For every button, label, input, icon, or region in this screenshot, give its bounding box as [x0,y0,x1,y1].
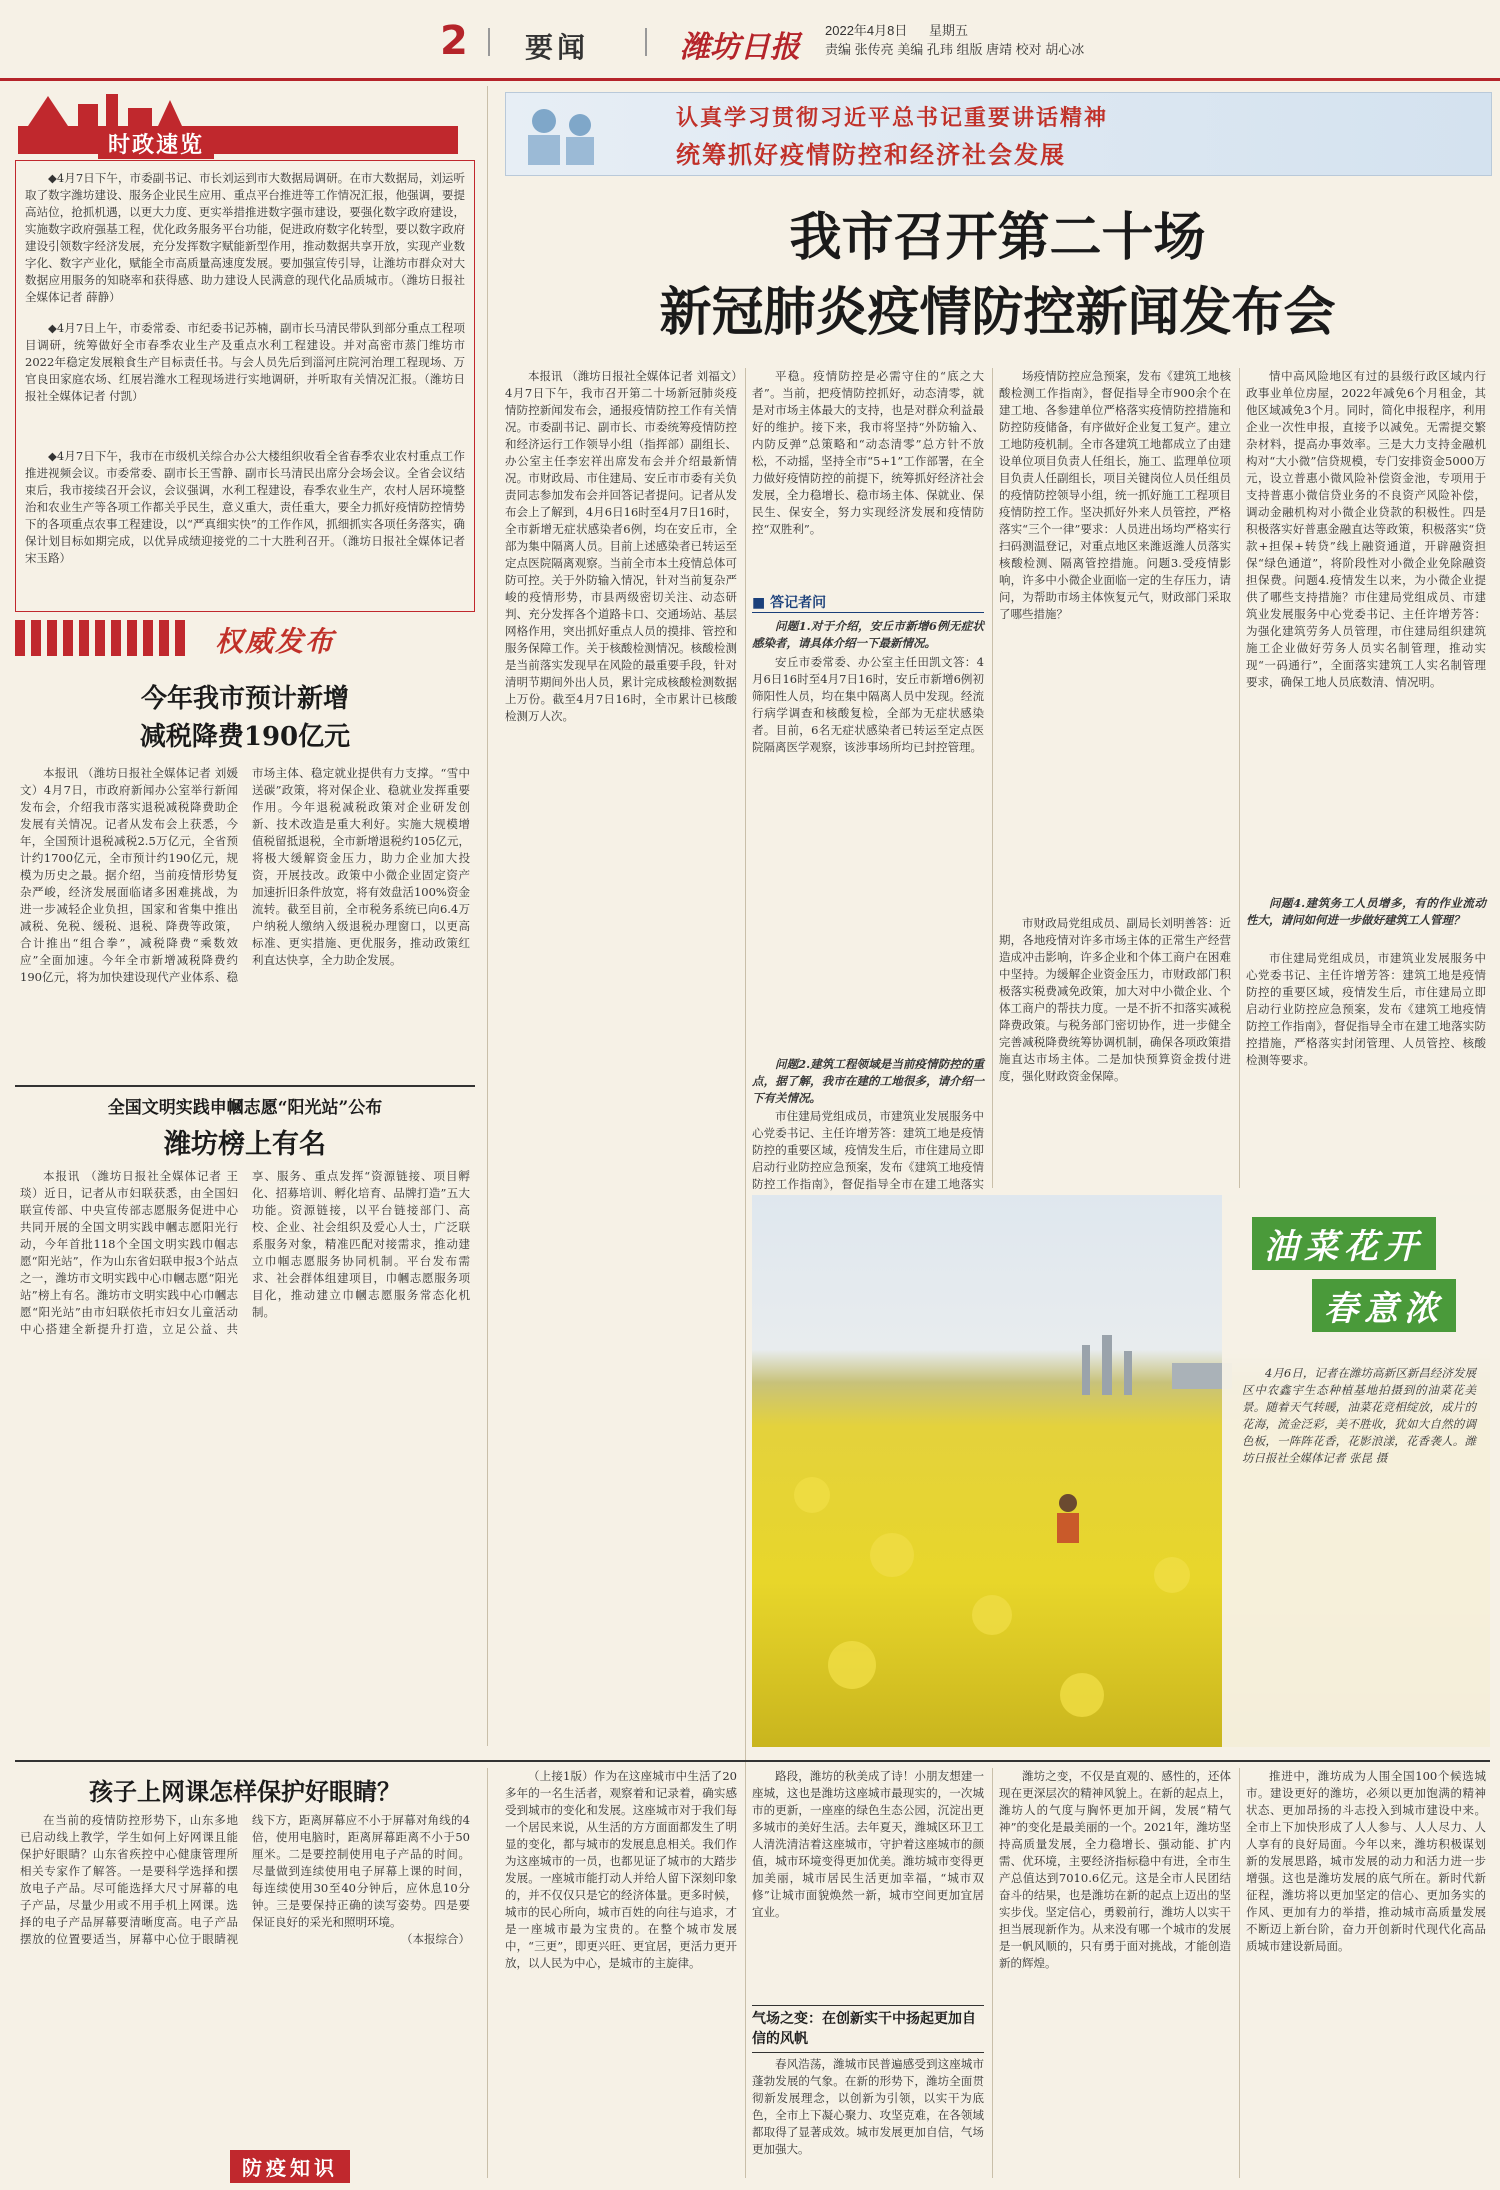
banner-line-2: 统筹抓好疫情防控和经济社会发展 [676,140,1066,169]
theme-banner [505,92,1492,176]
banner-line-1: 认真学习贯彻习近平总书记重要讲话精神 [676,105,1109,131]
qa-answer-4-placeholder: 市住建局党组成员，市建筑业发展服务中心党委书记、主任许增芳答：建筑工地是疫情防控的重要区域，疫情发生后，市住建局立即启动行业防控应急预案，发布《建筑工地疫情防控工作指南》，督促指导全市在建工地落实防控措施，严格落实封闭管理、人员管控、核酸检测等要求。 [1246,951,1486,1067]
quanwei-banner [15,620,475,660]
page-header [0,0,1500,81]
eye-care-headline: 孩子上网课怎样保护好眼睛？ [89,1777,401,1806]
qa-answer-1: 安丘市委常委、办公室主任田凯文答：4月6日16时至4月7日16时，安丘市新增6例初筛阳性人员，均在集中隔离人员中发现。经流行病学调查和核酸复检，全部为无症状感染者。目前，6名无症状感染者已转运至定点医院隔离医学观察，该涉事场所均已封控管理。 [752,655,984,754]
column-divider [992,368,993,1188]
qixiang-title: 气场之变：在创新实干中扬起更加自信的风帆 [752,2005,984,2053]
qa-answer-3: 市财政局党组成员、副局长刘明善答：近期，各地疫情对许多市场主体的正常生产经营造成冲击影响，许多企业和个体工商户在困难中坚持。为缓解企业资金压力，市财政部门积极落实税费减免政策，加大对中小微企业、个体工商户的帮扶力度。一是不折不扣落实减税降费政策。与税务部门密切协作，进一步健全完善减税降费统筹协调机制，确保各项政策措施直达市场主体。二是加快预算资金拨付进度，强化财政资金保障。 [999,916,1231,1083]
shizheng-item-3: ◆4月7日下午，我市在市级机关综合办公大楼组织收看全省春季农业农村重点工作推进视频会议。市委常委、副市长王雪静、副市长马清民出席分会场会议。全省会议结束后，我市接续召开会议，会议强调，水利工程建设，春季农业生产，农村人居环境整治和农业生产等各项工作都关乎民生，意义重大，责任重大，要全力抓好疫情防控情势下的各项重点农事工程建设，以“严真细实快”的工作作风，抓细抓实各项任务落实，确保计划目标如期完成，以优异成绩迎接党的二十大胜利召开。（潍坊日报社全媒体记者 宋玉路） [25,449,465,565]
editors-line: 责编 张传亮 美编 孔玮 组版 唐靖 校对 胡心冰 [825,42,1085,57]
quanwei-stripe [15,620,185,656]
shizheng-title: 时政速览 [98,128,214,159]
rapeseed-photo [752,1195,1490,1747]
main-story-col-2: 平稳。疫情防控是必需守住的“底之大者”。当前，把疫情防控抓好，动态清零，就是对市场主体最大的支持，也是对群众利益最好的维护。接下来，我市将坚持“外防输入、内防反弹”总策略和“动态清零”总方针不放松，不动摇，坚持全市“5+1”工作部署，在全力做好疫情防控的前提下，统筹抓好经济社会发展，全力稳增长、稳市场主体、保就业、保民生、保安全，努力实现经济发展和疫情防控“双胜利”。 [752,369,984,536]
main-story-col-3: 场疫情防控应急预案，发布《建筑工地核酸检测工作指南》，督促指导全市900余个在建工地、各参建单位严格落实疫情防控措施和防控防疫储备，有序做好企业复工复产。建立工地防疫机制。全市各建筑工地都成立了由建设单位项目负责人任组长，施工、监理单位项目负责人任副组长，项目关键岗位人员任组员的疫情防控领导小组，统一抓好施工工程项目疫情防控工作。坚决抓好外来人员管控，严格落实“三个一律”要求：人员进出场均严格实行扫码测温登记，对重点地区来潍返潍人员落实核酸检测、隔离管控措施。问题3.受疫情影响，许多中小微企业面临一定的生存压力，请问，为帮助市场主体恢复元气，财政部门采取了哪些措施？ [999,369,1231,621]
article-col-2: 路段，潍坊的秋美成了诗！小朋友想建一座城，这也是潍坊这座城市最现实的，一次城市的更新，一座座的绿色生态公园，沉淀出更多城市的美好生活。去年夏天，潍城区环卫工人清洗清洁着这座城市，守护着这座城市的颜值，城市环境变得更加优美。潍坊城市变得更加美丽，城市居民生活更加幸福，“城市双修”让城市面貌焕然一新，城市空间更加宜居宜业。 [752,1769,984,1919]
eye-care-body: 在当前的疫情防控形势下，山东多地已启动线上教学，学生如何上好网课且能保护好眼睛？山东省疾控中心健康管理所相关专家作了解答。一是要科学选择和摆放电子产品。尽可能选择大尺寸屏幕的电子产品，尽量少用或不用手机上网课。选择的电子产品屏幕要清晰度高。电子产品摆放的位置要适当，屏幕中心位于眼睛视线下方，距离屏幕应不小于屏幕对角线的4倍，使用电脑时，距离屏幕距离不小于50厘米。二是要控制使用电子产品的时间。尽量做到连续使用电子屏幕上课的时间，每连续使用30至40分钟后，应休息10分钟。三是要保持正确的读写姿势。四是要保证良好的采光和照明环境。 （本报综合） [20,1813,470,1946]
article-col-4: 推进中，潍坊成为人围全国100个候选城市。建设更好的潍坊，必须以更加饱满的精神状态、更加昂扬的斗志投入到城市建设中来。全市上下加快形成了人人参与、人人尽力、人人享有的良好局面。今年以来，潍坊积极谋划新的发展思路，城市发展的动力和活力进一步增强。这也是潍坊发展的底气所在。新时代新征程，潍坊将以更加坚定的信心、更加务实的作风、更加有力的举措，推动城市高质量发展不断迈上新台阶，奋力开创新时代现代化高品质城市建设新局面。 [1246,1769,1486,1953]
column-divider [1239,368,1240,1188]
rapeseed-subtitle: 春意浓 [1312,1279,1456,1332]
column-divider [487,1768,488,2178]
shizheng-item-2: ◆4月7日上午，市委常委、市纪委书记苏楠，副市长马清民带队到部分重点工程项目调研，统筹做好全市春季农业生产及重点水利工程建设。并对高密市蒸门维坊市2022年稳定发展粮食生产目标责任书。与会人员先后到淄河庄院河治理工程现场、万官良田家庭农场、红展岩潍水工程现场进行实地调研，并听取有关情况汇报。（潍坊日报社全媒体记者 付凯） [25,321,465,403]
column-divider [1239,1768,1240,2178]
rapeseed-title: 油菜花开 [1252,1217,1436,1270]
main-story-col-1: 本报讯 （潍坊日报社全媒体记者 刘福文）4月7日下午，我市召开第二十场新冠肺炎疫情防控新闻发布会，通报疫情防控工作有关情况。市委副书记、副市长、市委统筹疫情防控和经济运行工作领导小组（指挥部）副组长、办公室主任李宏祥出席发布会并介绍最新情况。市财政局、市住建局、安丘市市委有关负责同志参加发布会并回答记者提问。记者从发布会上了解到，4月6日16时至4月7日16时，全市新增无症状感染者6例，均在安丘市，全部为集中隔离人员。目前上述感染者已转运至定点医院隔离观察。当前全市本土疫情总体可防可控。关于外防输入情况，针对当前复杂严峻的疫情形势，市县两级密切关注、动态研判、充分发挥各个道路卡口、交通场站、基层网格作用，突出抓好重点人员的摸排、管控和服务保障工作。关于核酸检测情况。核酸检测是当前落实发现早在风险的最重要手段，针对清明节期间外出人员，累计完成核酸检测数据上万份。截至4月7日16时，全市累计已核酸检测万人次。 [505,369,737,723]
column-divider [745,1768,746,2178]
article-col-2b: 春风浩荡，潍城市民普遍感受到这座城市蓬勃发展的气象。在新的形势下，潍坊全面贯彻新发展理念，以创新为引领，以实干为底色，全市上下凝心聚力、攻坚克难，在各领域都取得了显著成效。城市发展更加自信，气场更加强大。 [752,2057,984,2156]
main-headline-line-1: 我市召开第二十场 [789,207,1206,268]
photo-caption: 4月6日，记者在潍坊高新区新昌经济发展区中农鑫宇生态种植基地拍摄到的油菜花美景。随着天气转暖，油菜花竞相绽放，成片的花海，流金泛彩，美不胜收，犹如大自然的调色板，一阵阵花香，花影浪漾，花香袭人。潍坊日报社全媒体记者 张昆 摄 [1242,1366,1476,1465]
shizheng-banner [18,86,468,156]
city-skyline-graphic [18,86,468,156]
header-divider [488,28,490,56]
header-meta [825,20,1084,58]
article-col-1: （上接1版）作为在这座城市中生活了20多年的一名生活者，观察着和记录着，确实感受到城市的变化和发展。这座城市对于我们每一个居民来说，从生活的方方面面都发生了明显的变化，都与城市的发展息息相关。我们作为这座城市的一员，也都见证了城市的大踏步发展。一座城市能打动人并给人留下深刻印象的，并不仅仅只是它的经济体量。更多时候，城市的民心所向，城市百姓的向往与追求，才是一座城市最为宝贵的。在整个城市发展中，“三更”，即更兴旺、更宜居，更活力更开放，以人民为中心，是城市的主旋律。 [505,1769,737,1970]
qa-section-title: ■ 答记者问 [752,592,984,613]
column-divider [487,86,488,1746]
page-number: 2 [440,18,468,64]
yangguang-body: 本报讯 （潍坊日报社全媒体记者 王琰）近日，记者从市妇联获悉，由全国妇联宣传部、中央宣传部志愿服务促进中心共同开展的全国文明实践申幗志愿阳光行动，今年首批118个全国文明实践巾帼志愿“阳光站”，作为山东省妇联申报3个站点之一，潍坊市文明实践中心巾幗志愿“阳光站”榜上有名。潍坊市文明实践中心巾幗志愿“阳光站”由市妇联依托市妇女儿童活动中心搭建全新提升打造，立足公益、共享、服务、重点发挥“资源链接、项目孵化、招募培训、孵化培育、品牌打造”五大功能。资源链接，以平台链接部门、高校、企业、社会组织及爱心人士，广泛联系服务对象，精准匹配对接需求，推动建立巾帼志愿服务协同机制。平台发布需求、社会群体组建项目，巾幗志愿服务项目化，推动建立巾幗志愿服务常态化机制。 [20,1169,470,1336]
bottom-separator [15,1760,1490,1762]
qa-question-2: 问题2.建筑工程领域是当前疫情防控的重点，据了解，我市在建的工地很多，请介绍一下有关情况。 [752,1057,984,1105]
issue-weekday: 星期五 [929,23,969,38]
section-title: 要闻 [525,31,590,64]
qa-question-1: 问题1.对于介绍，安丘市新增6例无症状感染者，请具体介绍一下最新情况。 [752,619,984,650]
article-col-3: 潍坊之变，不仅是直观的、感性的，还体现在更深层次的精神风貌上。在新的起点上，潍坊人的气度与胸怀更加开阔，发展“精气神”的变化是最美丽的一个。2021年，潍坊坚持高质量发展，全力稳增长、强动能、扩内需、优环境，主要经济指标稳中有进，全市生产总值达到7010.6亿元。这是全市人民团结奋斗的结果，也是潍坊在新的起点上迈出的坚实步伐。坚定信心，勇毅前行，潍坊人以实干担当展现新作为。从来没有哪一个城市的发展是一帆风顺的，只有勇于面对挑战，才能创造新的辉煌。 [999,1769,1231,1970]
main-story-col-4: 情中高风险地区有过的县级行政区域内行政事业单位房屋，2022年减免6个月租金，其他区域减免3个月。同时，简化申报程序，利用企业一次性申报，直接予以减免。无需提交繁杂材料，提高办事效率。三是大力支持金融机构对“大小微”信贷规模，专门安排资金5000万元，设立普惠小微风险补偿资金池，专项用于支持普惠小微信贷业务的不良资产风险补偿，调动金融机构对小微企业贷款的积极性。四是积极落实好普惠金融直达等政策，积极落实“贷款+担保+转贷”线上融资通道，开辟融资担保“绿色通道”，将阶段性对小微企业免除融资担保费。问题4.疫情发生以来，为小微企业提供了哪些支持措施？市住建局党组成员、市建筑业发展服务中心党委书记、主任许增芳答：为强化建筑劳务人员管理，市住建局组织建筑施工企业做好劳务人员实名制管理，推动实现“一码通行”，全面落实建筑工人实名制管理要求，确保工地人员底数清、情况明。 [1246,369,1486,689]
qa-answer-2: 市住建局党组成员，市建筑业发展服务中心党委书记、主任许增芳答：建筑工地是疫情防控的重要区域，疫情发生后，市住建局立即启动行业防控应急预案，发布《建筑工地疫情防控工作指南》，督促指导全市在建工地落实 [752,1109,984,1191]
main-headline-line-2: 新冠肺炎疫情防控新闻发布会 [659,282,1336,343]
issue-date: 2022年4月8日 [825,23,908,38]
column-divider [745,368,746,1768]
yangguang-subtitle: 全国文明实践申幗志愿“阳光站”公布 [107,1098,383,1118]
yangguang-headline: 潍坊榜上有名 [164,1129,326,1160]
separator [15,1085,475,1087]
quanwei-title: 权威发布 [215,625,336,658]
shizheng-item-1: ◆4月7日下午，市委副书记、市长刘运到市大数据局调研。在市大数据局，刘运听取了数字潍坊建设、服务企业民生应用、重点平台推进等工作情况汇报，他强调，要提高站位，抢抓机遇，以更大力度、更实举措推进数字强市建设，要强化数字政府建设，实施数字政府强基工程，优化政务服务平台功能，促进政府数字化转型，要以数字政府建设引领数字经济发展，充分发挥数字赋能新型作用，推动数据共享开放，实现产业数字化、数字产业化，赋能全市高质量高速度发展。要加强宣传引导，让潍坊市群众对大数据应用服务的知晓率和获得感、助力建设人民满意的现代化品质城市。（潍坊日报社全媒体记者 薛静） [25,171,465,304]
header-divider [645,28,647,56]
column-divider [992,1768,993,2178]
fangyi-title: 防疫知识 [230,2150,350,2183]
qa-question-4: 问题4.建筑务工人员增多，有的作业流动性大，请问如何进一步做好建筑工人管理？ [1246,896,1486,927]
newspaper-logo: 潍坊日报 [680,30,800,65]
tax-headline: 今年我市预计新增 减税降费190亿元 [139,684,351,752]
tax-body: 本报讯 （潍坊日报社全媒体记者 刘媛文）4月7日，市政府新闻办公室举行新闻发布会，介绍我市落实退税减税降费助企发展有关情况。记者从发布会上获悉，今年，全国预计退税减税2.5万亿元，全省预计约1700亿元，全市预计约190亿元，规模为历史之最。据介绍，当前疫情形势复杂严峻，经济发展面临诸多困难挑战，为进一步减轻企业负担，国家和省集中推出减税、免税、缓税、退税、降费等政策，合计推出“组合拳”，减税降费“乘数效应”全面加速。今年全市新增减税降费约190亿元，将为加快建设现代产业体系、稳市场主体、稳定就业提供有力支撑。“雪中送碳”政策，将对保企业、稳就业发挥重要作用。今年退税减税政策对企业研发创新、技术改造是重大利好。实施大规模增值税留抵退税，全市新增退税约105亿元，将极大缓解资金压力，助力企业加大投资，开展技改。政策中小微企业固定资产加速折旧条件放宽，将有效盘活100%资金流转。截至目前，全市税务系统已向6.4万户纳税人缴纳入级退税办理窗口，以更高标准、更实措施、更优服务，推动政策红利直达快享，全力助企发展。 [20,766,470,984]
child-figure [1057,1513,1079,1543]
medical-worker-graphic [514,99,604,169]
